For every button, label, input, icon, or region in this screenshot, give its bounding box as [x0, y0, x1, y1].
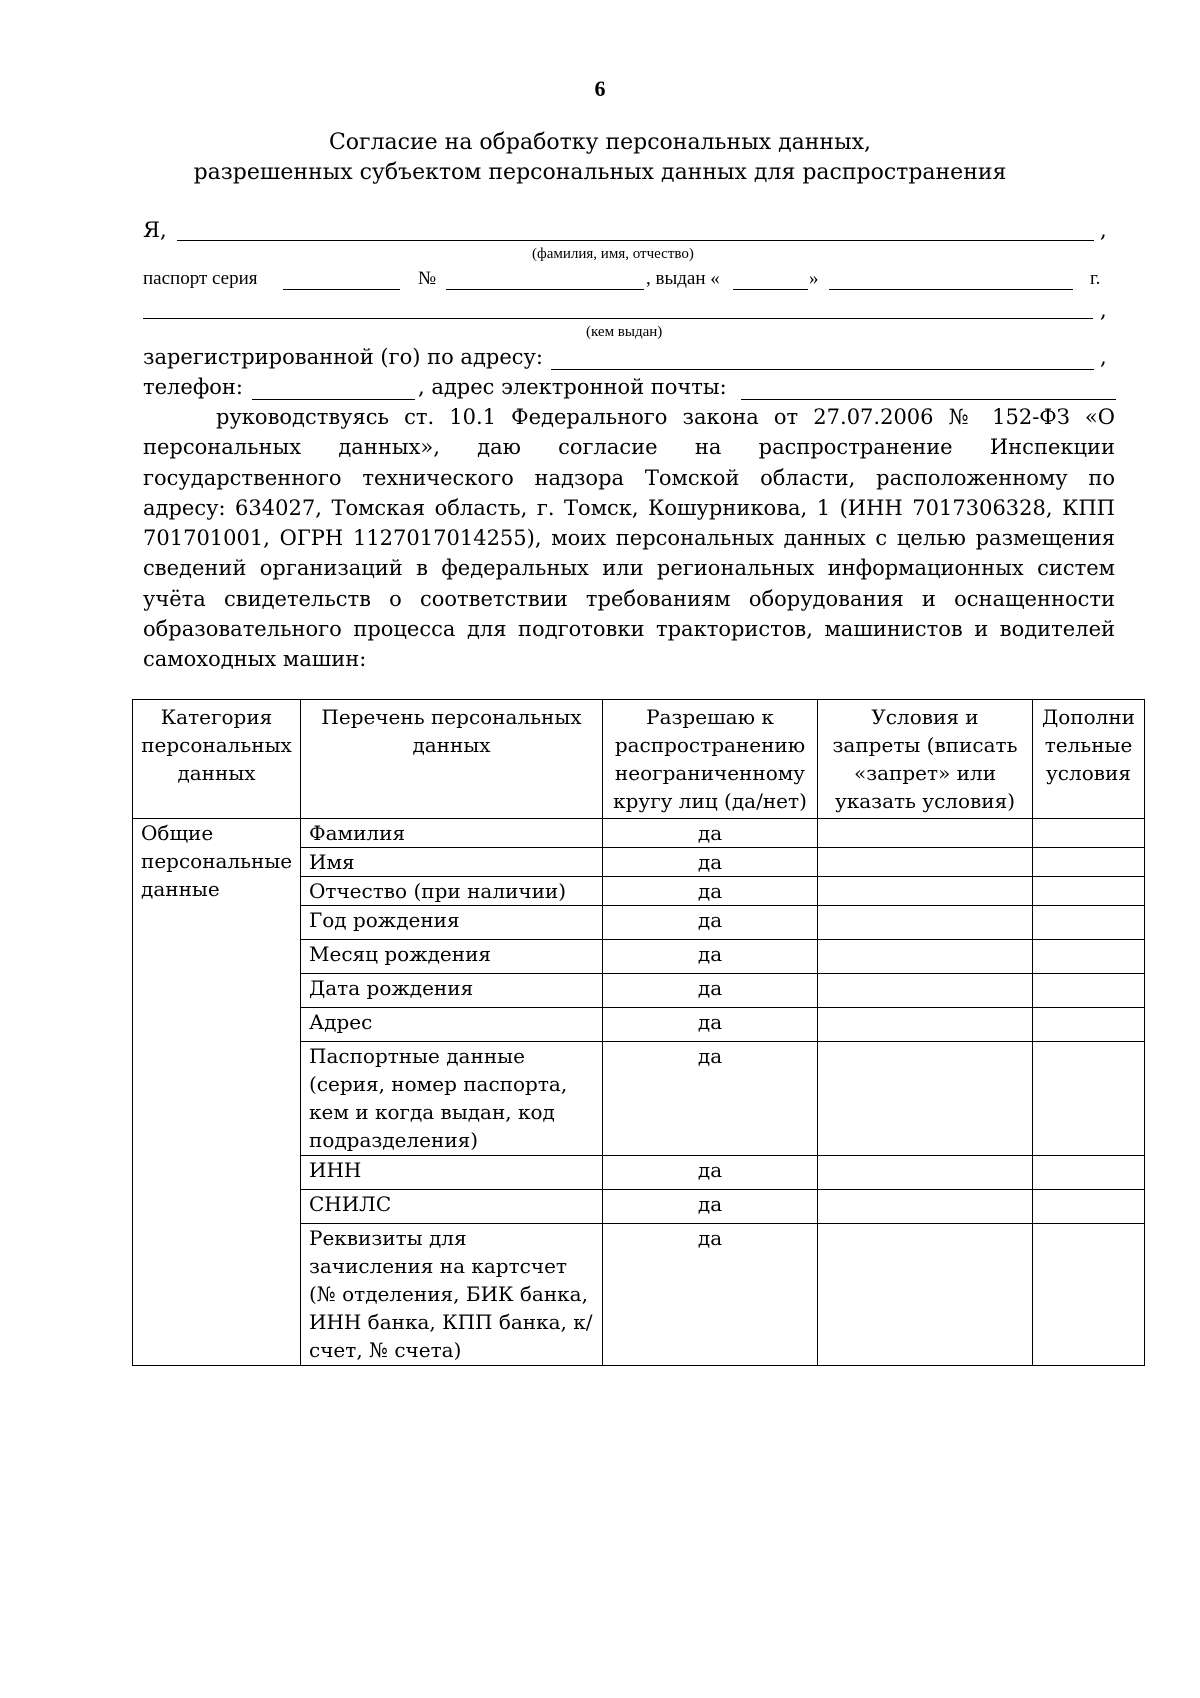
phone-label: телефон: [143, 375, 243, 399]
allow-cell[interactable]: да [603, 974, 818, 1008]
additional-cell[interactable] [1033, 940, 1145, 974]
email-field[interactable] [741, 399, 1116, 400]
address-label: зарегистрированной (го) по адресу: [143, 345, 543, 369]
allow-cell[interactable]: да [603, 1224, 818, 1366]
additional-cell[interactable] [1033, 1156, 1145, 1190]
header-additional: Дополни тельные условия [1033, 700, 1145, 819]
additional-cell[interactable] [1033, 819, 1145, 848]
conditions-cell[interactable] [818, 940, 1033, 974]
allow-cell[interactable]: да [603, 877, 818, 906]
table-header-row [133, 700, 1145, 819]
additional-cell[interactable] [1033, 1224, 1145, 1366]
issued-by-field[interactable] [143, 318, 1093, 319]
conditions-cell[interactable] [818, 1156, 1033, 1190]
passport-series-label: паспорт серия [143, 268, 258, 289]
phone-field[interactable] [252, 399, 415, 400]
conditions-cell[interactable] [818, 1042, 1033, 1156]
fio-field[interactable] [177, 240, 1094, 241]
header-list: Перечень персональных данных [301, 700, 603, 819]
item-cell: ИНН [301, 1156, 603, 1190]
address-comma: , [1100, 345, 1107, 369]
allow-cell[interactable]: да [603, 940, 818, 974]
additional-cell[interactable] [1033, 1190, 1145, 1224]
item-cell: Отчество (при наличии) [301, 877, 603, 906]
conditions-cell[interactable] [818, 906, 1033, 940]
header-allow: Разрешаю к распространению неограниченному кругу лиц (да/нет) [603, 700, 818, 819]
item-cell: Паспортные данные (серия, номер паспорта, кем и когда выдан, код подразделения) [301, 1042, 603, 1156]
item-cell: Фамилия [301, 819, 603, 848]
document-title [0, 128, 1200, 188]
title-line-1: Согласие на обработку персональных данных, [328, 130, 872, 155]
allow-cell[interactable]: да [603, 1042, 818, 1156]
header-category: Категория персональных данных [133, 700, 301, 819]
issue-month-year-field[interactable] [829, 289, 1073, 290]
conditions-cell[interactable] [818, 819, 1033, 848]
item-cell: Реквизиты для зачисления на картсчет (№ отделения, БИК банка, ИНН банка, КПП банка, к/счет, № счета) [301, 1224, 603, 1366]
conditions-cell[interactable] [818, 1008, 1033, 1042]
consent-paragraph-text: руководствуясь ст. 10.1 Федерального закона от 27.07.2006 № 152-ФЗ «О персональных данных», даю согласие на распространение Инспекции государственного технического надзора Томской области, расположенному по адресу: 634027, Томская область, г. Томск, Кошурникова, 1 (ИНН 7017306328, КПП 701701001, ОГРН 1127017014255), моих персональных данных с целью размещения сведений организаций в федеральных или региональных информационных систем учёта свидетельств о соответствии требованиям оборудования и оснащенности образовательного процесса для подготовки трактористов, машинистов и водителей самоходных машин: [143, 405, 1115, 672]
allow-cell[interactable]: да [603, 906, 818, 940]
email-label: , адрес электронной почты: [418, 375, 727, 399]
passport-series-field[interactable] [283, 289, 400, 290]
item-cell: СНИЛС [301, 1190, 603, 1224]
allow-cell[interactable]: да [603, 1190, 818, 1224]
additional-cell[interactable] [1033, 1042, 1145, 1156]
item-cell: Имя [301, 848, 603, 877]
item-cell: Дата рождения [301, 974, 603, 1008]
allow-cell[interactable]: да [603, 1008, 818, 1042]
conditions-cell[interactable] [818, 877, 1033, 906]
category-cell: Общие персональные данные [133, 819, 301, 1366]
issue-day-field[interactable] [733, 289, 808, 290]
allow-cell[interactable]: да [603, 848, 818, 877]
fio-caption: (фамилия, имя, отчество) [532, 246, 694, 262]
additional-cell[interactable] [1033, 906, 1145, 940]
allow-cell[interactable]: да [603, 819, 818, 848]
passport-number-field[interactable] [446, 289, 644, 290]
issued-by-comma: , [1100, 298, 1107, 322]
item-cell: Адрес [301, 1008, 603, 1042]
page-number: 6 [594, 76, 606, 101]
passport-number-label: № [418, 268, 437, 289]
conditions-cell[interactable] [818, 848, 1033, 877]
year-suffix: г. [1090, 268, 1101, 289]
consent-paragraph [143, 402, 1115, 675]
item-cell: Год рождения [301, 906, 603, 940]
additional-cell[interactable] [1033, 877, 1145, 906]
allow-cell[interactable]: да [603, 1156, 818, 1190]
table-row [133, 819, 1145, 848]
additional-cell[interactable] [1033, 1008, 1145, 1042]
issued-by-caption: (кем выдан) [586, 324, 663, 340]
title-line-2: разрешенных субъектом персональных данных для распространения [193, 160, 1007, 185]
conditions-cell[interactable] [818, 1190, 1033, 1224]
fio-comma: , [1100, 218, 1107, 242]
ya-label: Я, [143, 218, 167, 242]
additional-cell[interactable] [1033, 848, 1145, 877]
additional-cell[interactable] [1033, 974, 1145, 1008]
address-field[interactable] [551, 369, 1094, 370]
quote-close: » [809, 268, 819, 289]
header-conditions: Условия и запреты (вписать «запрет» или указать условия) [818, 700, 1033, 819]
conditions-cell[interactable] [818, 1224, 1033, 1366]
item-cell: Месяц рождения [301, 940, 603, 974]
conditions-cell[interactable] [818, 974, 1033, 1008]
consent-table [132, 699, 1145, 1366]
issued-label: , выдан « [646, 268, 720, 289]
